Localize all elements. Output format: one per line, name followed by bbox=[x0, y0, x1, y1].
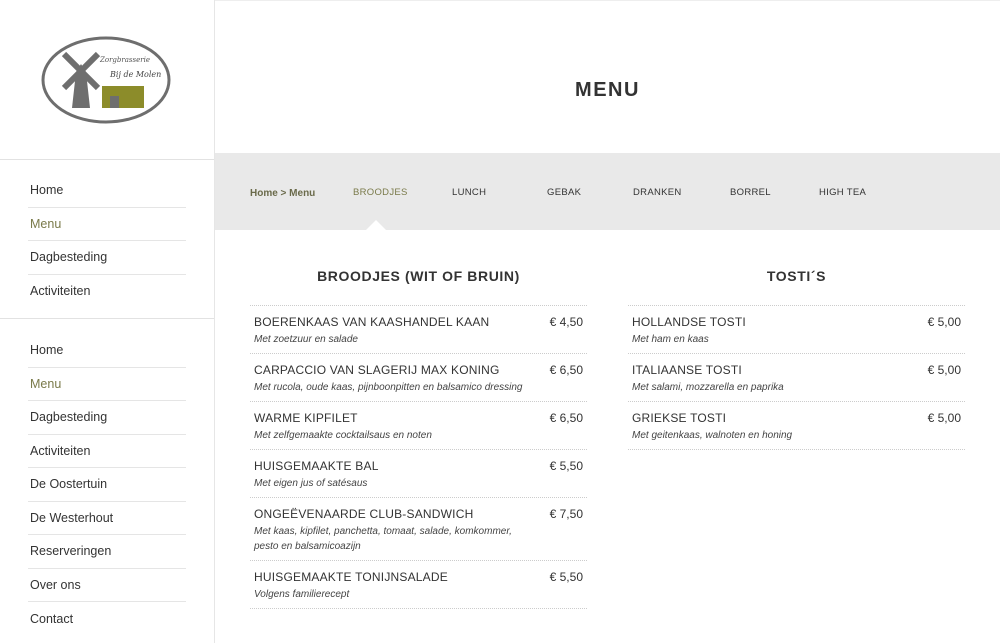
nav2-item-westerhout[interactable]: De Westerhout bbox=[28, 502, 186, 536]
page-title: MENU bbox=[575, 79, 640, 101]
menu-item-name: WARME KIPFILET bbox=[254, 411, 358, 425]
menu-item-price: € 5,00 bbox=[927, 363, 961, 377]
section-broodjes bbox=[250, 268, 587, 609]
tab-dranken[interactable]: DRANKEN bbox=[633, 187, 682, 198]
menu-item-price: € 5,50 bbox=[549, 459, 583, 473]
menu-item-name: BOERENKAAS VAN KAASHANDEL KAAN bbox=[254, 315, 490, 329]
menu-item bbox=[250, 402, 587, 450]
menu-item-description: Met zelfgemaakte cocktailsaus en noten bbox=[254, 430, 432, 441]
nav-divider bbox=[0, 318, 214, 319]
nav2-item-activiteiten[interactable]: Activiteiten bbox=[28, 435, 186, 469]
menu-item-description: Met zoetzuur en salade bbox=[254, 334, 358, 345]
menu-item-list bbox=[628, 305, 965, 450]
menu-item bbox=[250, 450, 587, 498]
menu-item-price: € 4,50 bbox=[549, 315, 583, 329]
menu-item-name: GRIEKSE TOSTI bbox=[632, 411, 727, 425]
nav-item-menu[interactable]: Menu bbox=[28, 208, 186, 242]
nav-item-activiteiten[interactable]: Activiteiten bbox=[30, 284, 91, 299]
menu-item bbox=[250, 498, 587, 561]
logo-area bbox=[0, 0, 214, 160]
menu-item bbox=[628, 306, 965, 354]
sidebar bbox=[0, 0, 215, 643]
page-header bbox=[215, 0, 1000, 153]
menu-item-description: Met geitenkaas, walnoten en honing bbox=[632, 430, 793, 441]
menu-item-description: Met rucola, oude kaas, pijnboonpitten en balsamico dressing bbox=[254, 382, 523, 393]
menu-item bbox=[628, 354, 965, 402]
menu-item-price: € 7,50 bbox=[549, 507, 583, 521]
menu-item-name: CARPACCIO VAN SLAGERIJ MAX KONING bbox=[254, 363, 500, 377]
menu-item-name: ITALIAANSE TOSTI bbox=[632, 363, 742, 377]
section-tostis bbox=[628, 268, 965, 450]
primary-nav bbox=[28, 174, 186, 308]
menu-item bbox=[250, 306, 587, 354]
nav-item-dagbesteding[interactable]: Dagbesteding bbox=[28, 241, 186, 275]
menu-item-description: Met kaas, kipfilet, panchetta, tomaat, salade, komkommer, pesto en balsamicoazijn bbox=[254, 526, 512, 552]
nav2-item-over-ons[interactable]: Over ons bbox=[28, 569, 186, 603]
logo[interactable] bbox=[40, 34, 172, 126]
logo-text-bottom: Bij de Molen bbox=[110, 70, 162, 79]
section-title: BROODJES (WIT OF BRUIN) bbox=[317, 268, 520, 284]
menu-item-description: Volgens familierecept bbox=[254, 589, 350, 600]
secondary-nav bbox=[28, 334, 186, 636]
menu-item-price: € 6,50 bbox=[549, 363, 583, 377]
nav2-item-home[interactable]: Home bbox=[28, 334, 186, 368]
menu-item-price: € 5,50 bbox=[549, 570, 583, 584]
nav2-item-oostertuin[interactable]: De Oostertuin bbox=[28, 468, 186, 502]
menu-item-price: € 6,50 bbox=[549, 411, 583, 425]
menu-item bbox=[628, 402, 965, 450]
menu-item-list bbox=[250, 305, 587, 609]
menu-item-description: Met salami, mozzarella en paprika bbox=[632, 382, 784, 393]
tab-lunch[interactable]: LUNCH bbox=[452, 187, 487, 198]
logo-text-top: Zorgbrasserie bbox=[100, 56, 150, 64]
windmill-logo-icon bbox=[40, 34, 172, 126]
menu-item-name: HUISGEMAAKTE TONIJNSALADE bbox=[254, 570, 448, 584]
menu-item-description: Met eigen jus of satésaus bbox=[254, 478, 368, 489]
nav2-item-contact[interactable]: Contact bbox=[30, 611, 74, 626]
menu-item-name: HOLLANDSE TOSTI bbox=[632, 315, 746, 329]
menu-item-description: Met ham en kaas bbox=[632, 334, 709, 345]
menu-item-price: € 5,00 bbox=[927, 411, 961, 425]
nav2-item-menu[interactable]: Menu bbox=[28, 368, 186, 402]
tab-high-tea[interactable]: HIGH TEA bbox=[819, 187, 867, 198]
active-tab-indicator bbox=[366, 220, 386, 230]
menu-item-name: HUISGEMAAKTE BAL bbox=[254, 459, 379, 473]
nav-item-home[interactable]: Home bbox=[28, 174, 186, 208]
menu-item bbox=[250, 354, 587, 402]
tab-broodjes[interactable]: BROODJES bbox=[353, 187, 408, 198]
tab-gebak[interactable]: GEBAK bbox=[547, 187, 582, 198]
nav2-item-reserveringen[interactable]: Reserveringen bbox=[28, 535, 186, 569]
tab-borrel[interactable]: BORREL bbox=[730, 187, 771, 198]
menu-item-price: € 5,00 bbox=[927, 315, 961, 329]
menu-item-name: ONGEËVENAARDE CLUB-SANDWICH bbox=[254, 507, 474, 521]
nav2-item-dagbesteding[interactable]: Dagbesteding bbox=[28, 401, 186, 435]
menu-tabbar bbox=[215, 153, 1000, 230]
section-title: TOSTI´S bbox=[766, 268, 827, 284]
menu-item bbox=[250, 561, 587, 609]
breadcrumb[interactable]: Home > Menu bbox=[250, 188, 316, 199]
